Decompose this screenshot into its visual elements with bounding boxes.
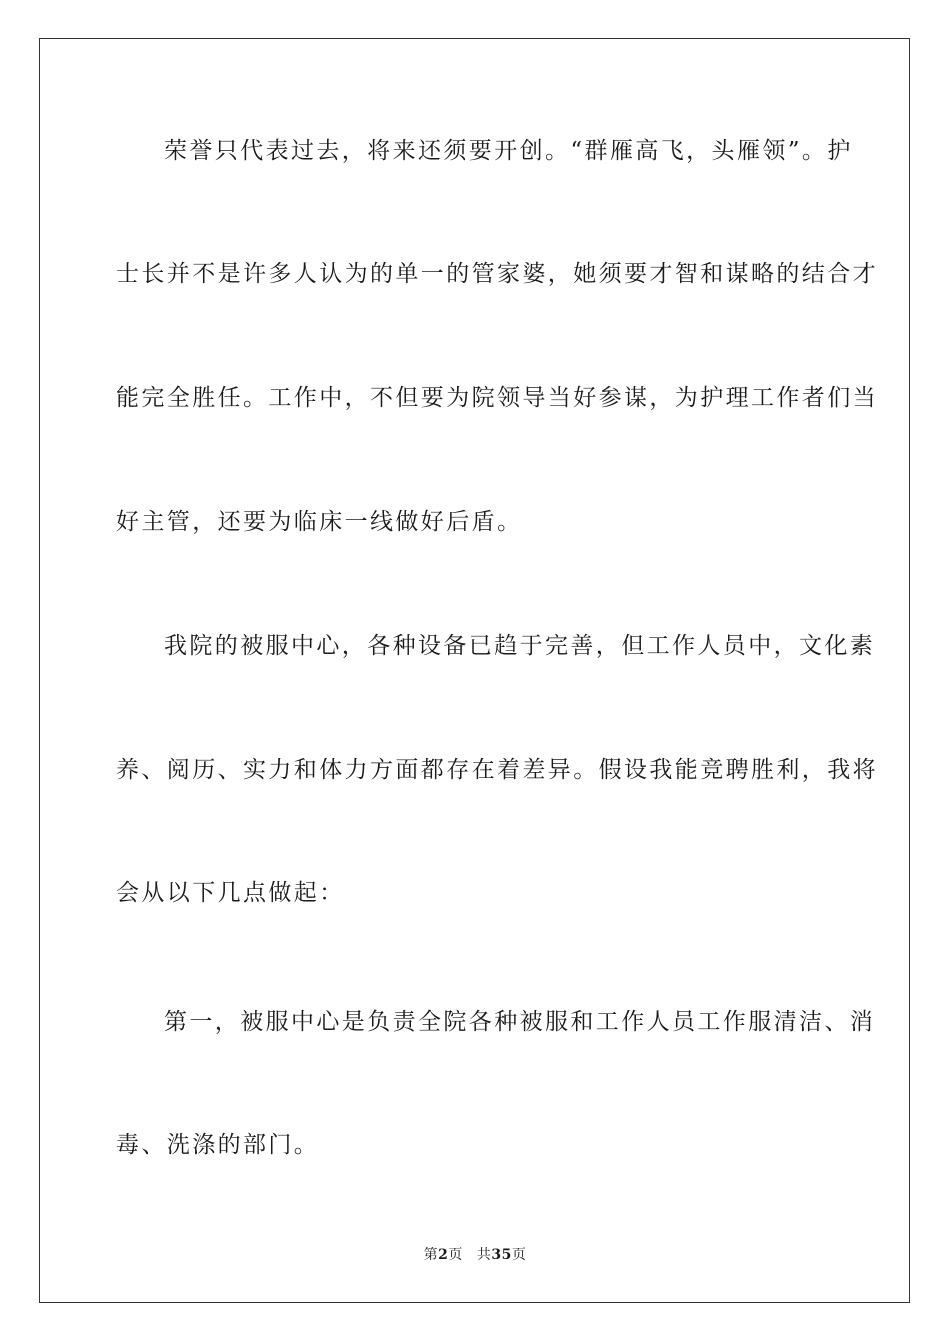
paragraph-3-line-2: 毒、洗涤的部门。 xyxy=(116,1132,320,1158)
total-label-prefix: 共 xyxy=(476,1247,492,1263)
paragraph-1-line-2: 士长并不是许多人认为的单一的管家婆，她须要才智和谋略的结合才 xyxy=(116,261,878,287)
page-label-prefix: 第 xyxy=(423,1247,439,1263)
paragraph-1-line-4: 好主管，还要为临床一线做好后盾。 xyxy=(116,509,523,535)
paragraph-1-line-1: 荣誉只代表过去，将来还须要开创。“群雁高飞，头雁领”。护 xyxy=(164,138,853,164)
total-pages: 35 xyxy=(491,1247,512,1263)
page-number: 2 xyxy=(438,1247,449,1263)
paragraph-2-line-1: 我院的被服中心，各种设备已趋于完善，但工作人员中，文化素 xyxy=(164,633,876,659)
total-label-suffix: 页 xyxy=(511,1247,527,1263)
paragraph-2-line-2: 养、阅历、实力和体力方面都存在着差异。假设我能竞聘胜利，我将 xyxy=(116,757,878,783)
page-label-suffix: 页 xyxy=(448,1247,463,1263)
page-border xyxy=(39,38,910,1303)
paragraph-3-line-1: 第一，被服中心是负责全院各种被服和工作人员工作服清洁、消 xyxy=(164,1009,876,1035)
page-footer xyxy=(0,1246,950,1264)
paragraph-1-line-3: 能完全胜任。工作中，不但要为院领导当好参谋，为护理工作者们当 xyxy=(116,385,878,411)
paragraph-2-line-3: 会从以下几点做起： xyxy=(116,880,345,906)
